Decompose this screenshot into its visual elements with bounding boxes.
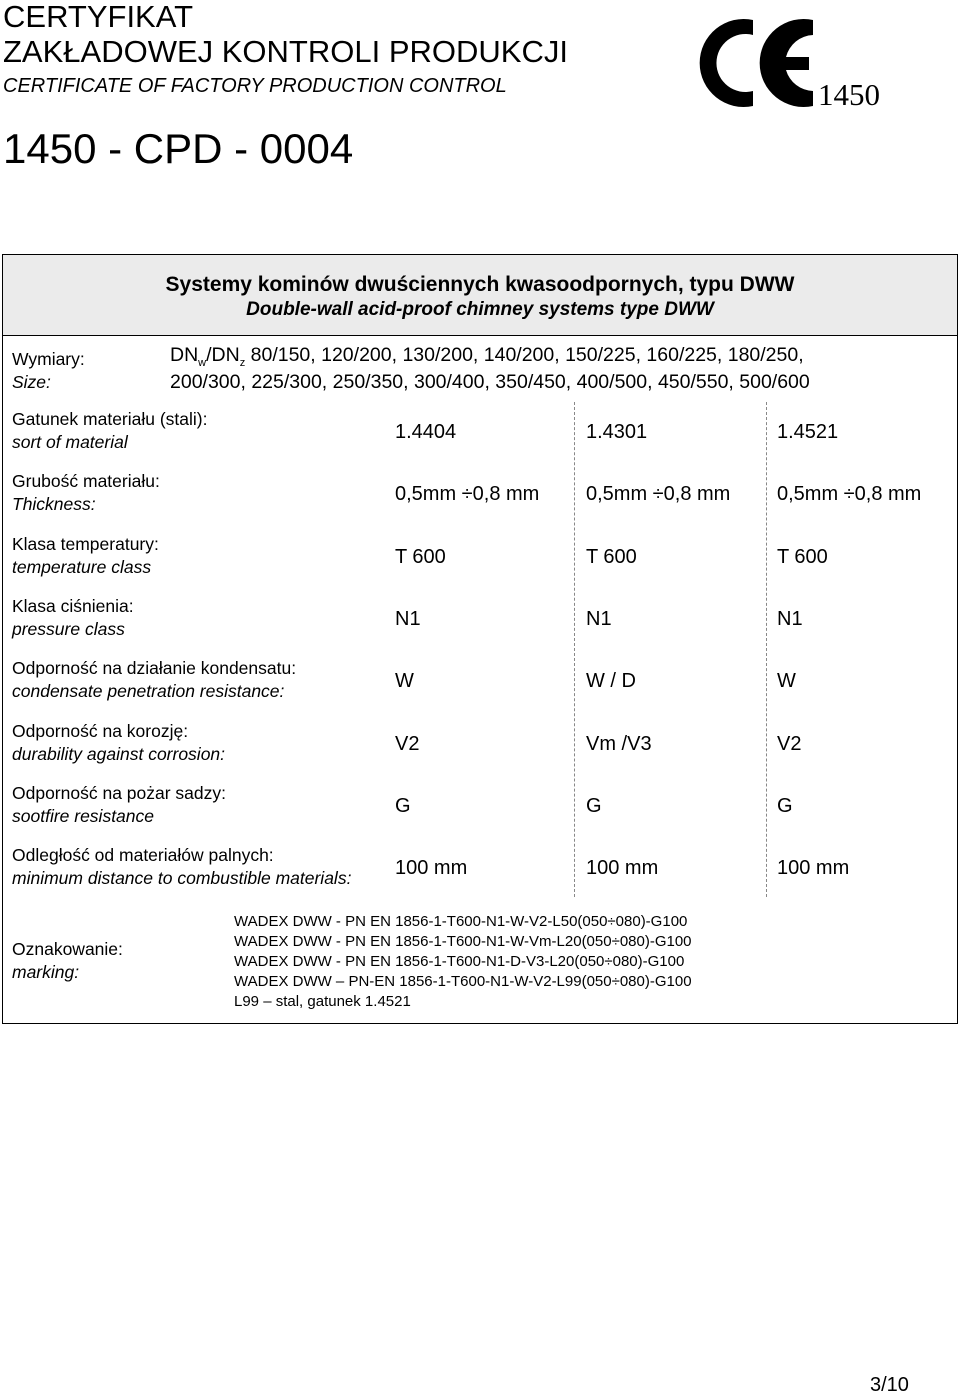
row-label-en: sootfire resistance	[12, 805, 155, 826]
dn-sep: /DN	[206, 344, 240, 366]
row-value: 100 mm	[395, 857, 468, 880]
row-label-pl: Odległość od materiałów palnych:	[12, 845, 274, 866]
sizes-label-en: Size:	[12, 372, 51, 392]
row-value: Vm /V3	[586, 732, 652, 755]
row-value: 0,5mm ÷0,8 mm	[395, 483, 540, 506]
column-divider	[574, 402, 575, 897]
row-value: W	[777, 670, 796, 693]
column-divider	[766, 402, 767, 897]
row-value: W	[395, 670, 414, 693]
row-value: G	[395, 794, 411, 817]
row-value: 100 mm	[777, 857, 850, 880]
row-value: V2	[777, 732, 802, 755]
row-value: G	[777, 794, 793, 817]
row-value: W / D	[586, 670, 636, 693]
row-label-en: temperature class	[12, 556, 152, 577]
marking-label-en: marking:	[12, 962, 80, 982]
row-value: T 600	[395, 545, 446, 568]
row-value: T 600	[586, 545, 637, 568]
header-line3: CERTIFICATE OF FACTORY PRODUCTION CONTROL	[3, 75, 507, 97]
row-label-pl: Odporność na pożar sadzy:	[12, 782, 227, 803]
dn-sub-z: z	[239, 356, 246, 369]
row-value: N1	[777, 607, 803, 630]
row-value: T 600	[777, 545, 828, 568]
notified-body-number: 1450	[818, 77, 880, 112]
row-value: G	[586, 794, 602, 817]
dn-sub-w: w	[198, 356, 207, 369]
title-band	[3, 255, 957, 336]
header-line1: CERTYFIKAT	[3, 0, 194, 34]
row-label-en: condensate penetration resistance:	[12, 681, 285, 702]
row-label-pl: Odporność na działanie kondensatu:	[12, 658, 297, 679]
marking-line: L99 – stal, gatunek 1.4521	[234, 993, 411, 1010]
row-value: V2	[395, 732, 420, 755]
row-value: N1	[586, 607, 612, 630]
marking-line: WADEX DWW - PN EN 1856-1-T600-N1-W-Vm-L20(050÷080)-G100	[234, 933, 692, 950]
title-en: Double-wall acid-proof chimney systems type DWW	[246, 299, 714, 320]
row-value: N1	[395, 607, 421, 630]
row-label-pl: Gatunek materiału (stali):	[12, 409, 208, 429]
row-label-en: durability against corrosion:	[12, 743, 226, 764]
sizes-line2: 200/300, 225/300, 250/350, 300/400, 350/450, 400/500, 450/550, 500/600	[170, 371, 810, 393]
row-value: 1.4404	[395, 421, 457, 443]
certificate-number: 1450 - CPD - 0004	[3, 125, 354, 172]
sizes-label-pl: Wymiary:	[12, 349, 85, 369]
title-pl: Systemy kominów dwuściennych kwasoodpornych, typu DWW	[165, 273, 795, 296]
header-line2: ZAKŁADOWEJ KONTROLI PRODUKCJI	[3, 34, 568, 69]
marking-line: WADEX DWW – PN-EN 1856-1-T600-N1-W-V2-L99(050÷080)-G100	[234, 973, 692, 990]
sizes-line1-rest: 80/150, 120/200, 130/200, 140/200, 150/225, 160/225, 180/250,	[245, 344, 804, 366]
row-value: 100 mm	[586, 857, 659, 880]
row-label-pl: Grubość materiału:	[12, 471, 160, 492]
row-label-en: sort of material	[12, 432, 128, 452]
row-label-pl: Odporność na korozję:	[12, 720, 189, 741]
row-value: 1.4521	[777, 421, 839, 443]
row-label-en: pressure class	[12, 618, 125, 639]
row-label-en: Thickness:	[12, 494, 96, 515]
row-label-pl: Klasa ciśnienia:	[12, 595, 134, 616]
row-label-pl: Klasa temperatury:	[12, 533, 159, 554]
row-value: 0,5mm ÷0,8 mm	[586, 483, 731, 506]
marking-label-pl: Oznakowanie:	[12, 939, 123, 959]
marking-line: WADEX DWW - PN EN 1856-1-T600-N1-D-V3-L20(050÷080)-G100	[234, 953, 685, 970]
row-value: 0,5mm ÷0,8 mm	[777, 483, 922, 506]
marking-line: WADEX DWW - PN EN 1856-1-T600-N1-W-V2-L50(050÷080)-G100	[234, 913, 688, 930]
row-value: 1.4301	[586, 421, 648, 443]
dn-prefix: DN	[170, 344, 199, 366]
page-number: 3/10	[870, 1374, 909, 1396]
row-label-en: minimum distance to combustible materials:	[12, 868, 352, 889]
